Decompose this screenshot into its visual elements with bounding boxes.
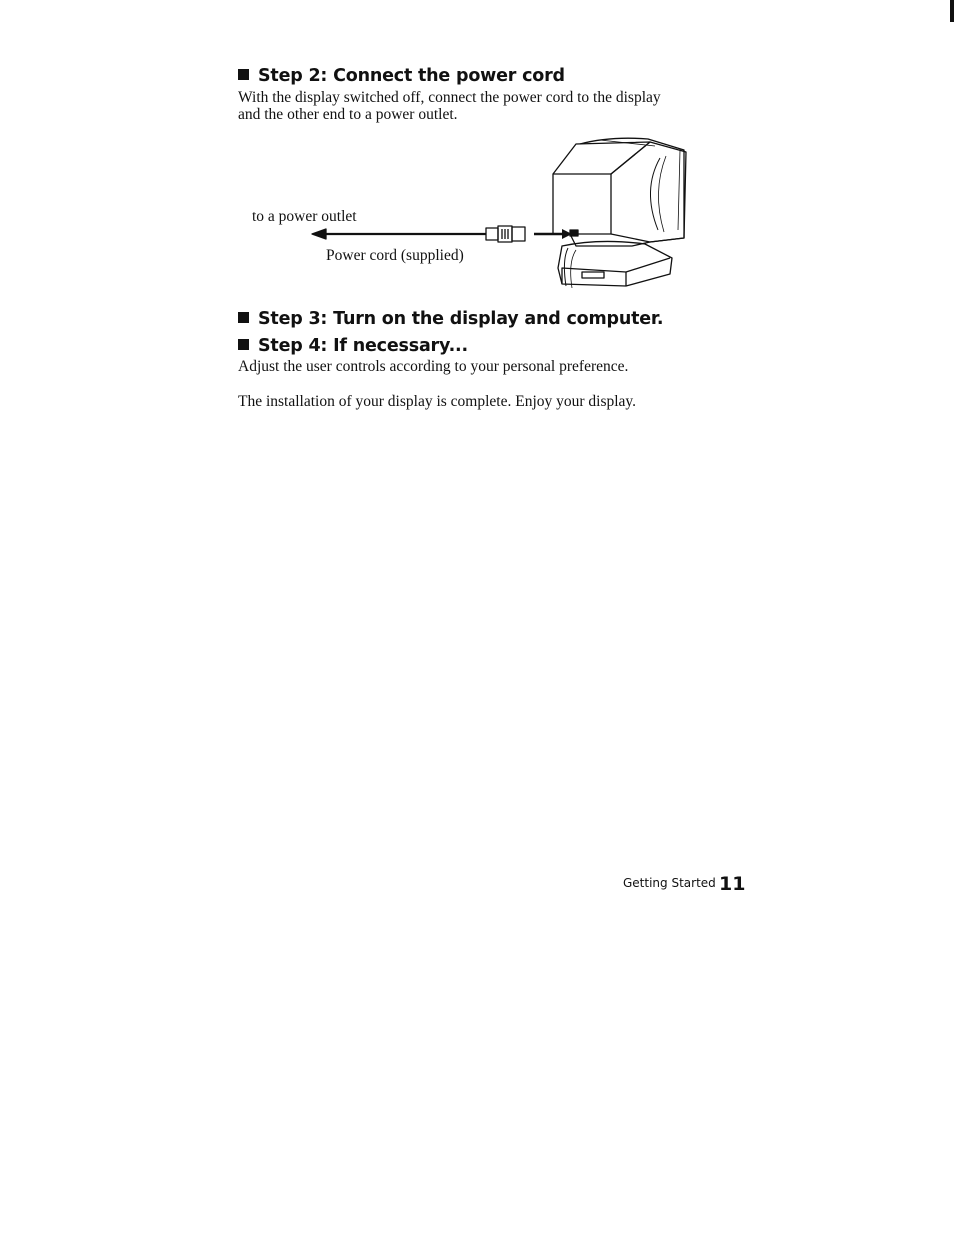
monitor-icon	[553, 138, 686, 288]
plug-connector-icon	[486, 226, 525, 242]
closing-text: The installation of your display is complete. Enjoy your display.	[238, 393, 637, 410]
label-power-cord: Power cord (supplied)	[326, 247, 464, 264]
bullet-square-icon	[238, 69, 249, 80]
step3-heading: Step 3: Turn on the display and computer.	[238, 309, 663, 329]
power-cord-diagram	[300, 130, 700, 295]
page-edge-mark	[950, 0, 954, 22]
label-power-outlet: to a power outlet	[252, 208, 357, 225]
step4-body: Adjust the user controls according to your personal preference.	[238, 358, 629, 375]
step2-body-line1: With the display switched off, connect the power cord to the display	[238, 89, 661, 106]
page-number: 11	[719, 873, 746, 895]
bullet-square-icon	[238, 312, 249, 323]
step4-heading: Step 4: If necessary...	[238, 336, 468, 356]
footer-section-label: Getting Started	[623, 876, 716, 890]
arrow-left-icon	[312, 229, 326, 239]
step2-body-line2: and the other end to a power outlet.	[238, 106, 458, 123]
step2-heading: Step 2: Connect the power cord	[238, 66, 565, 86]
bullet-square-icon	[238, 339, 249, 350]
